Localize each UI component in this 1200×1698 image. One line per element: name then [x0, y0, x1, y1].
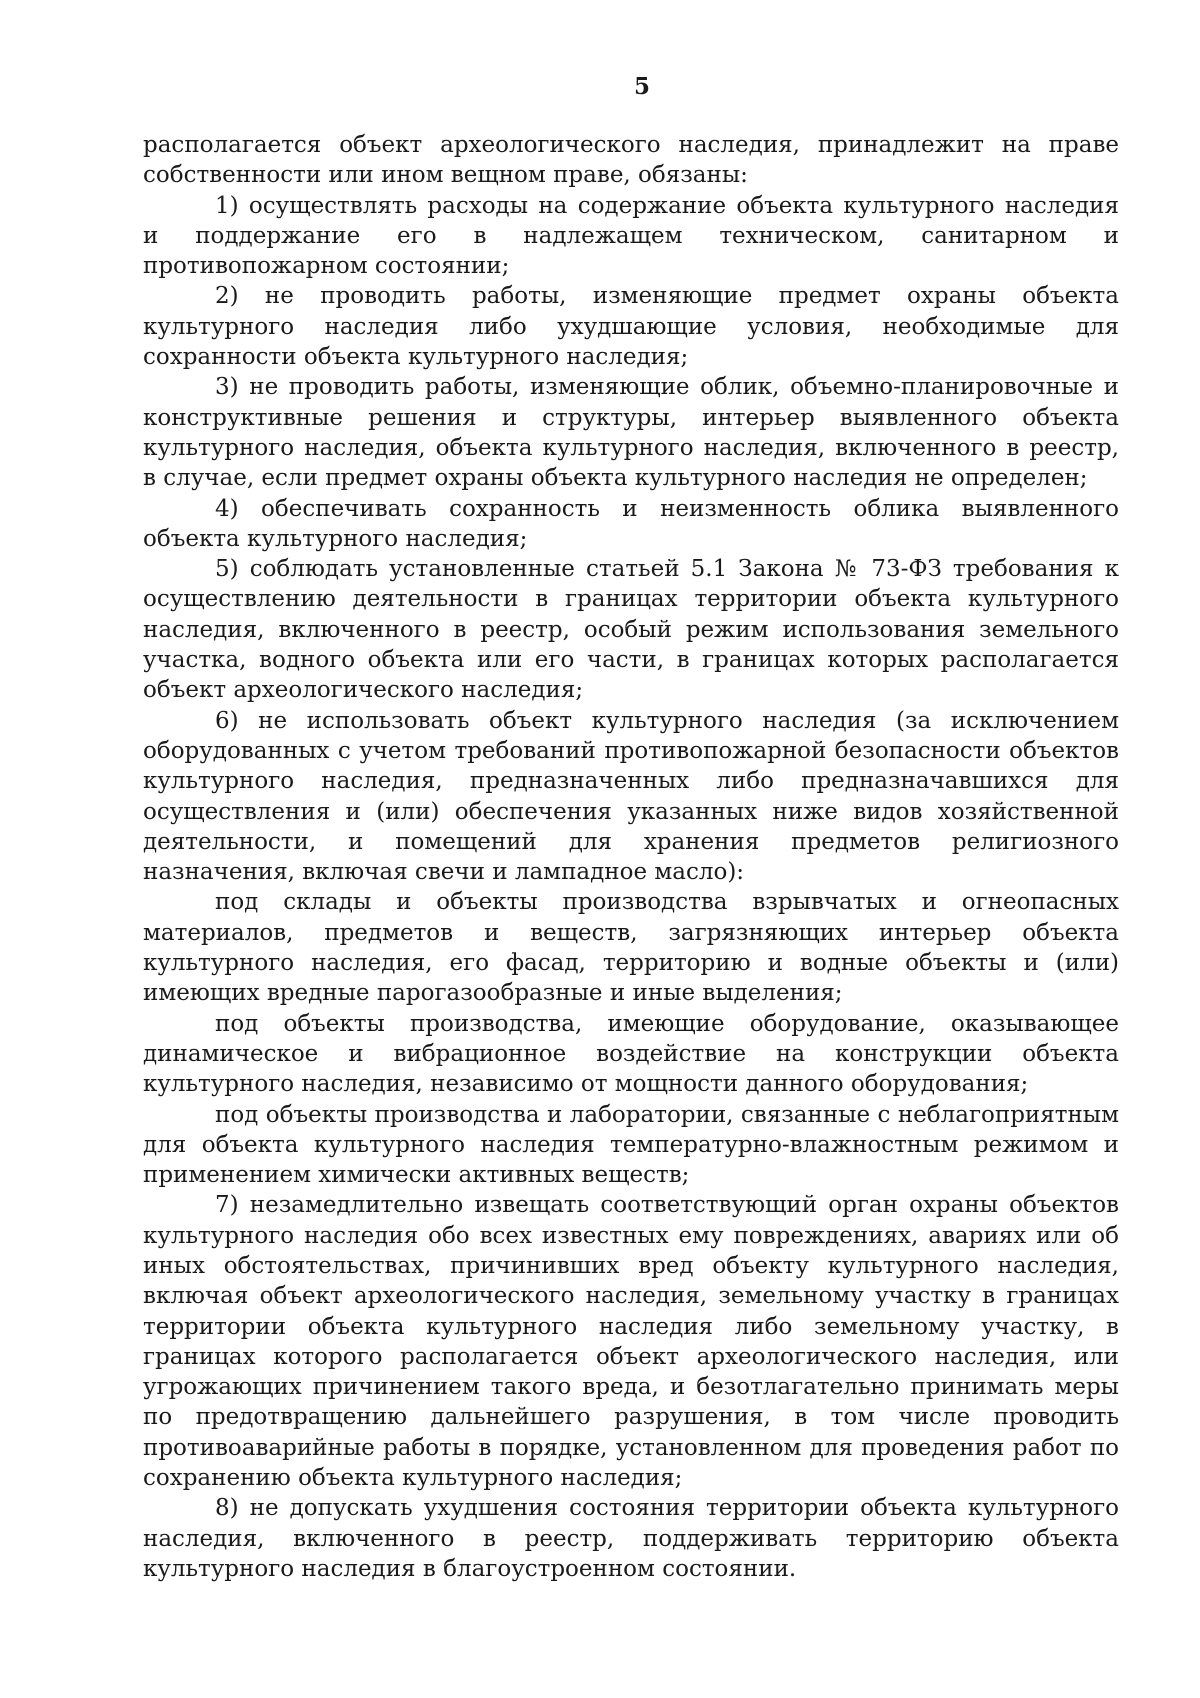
paragraph-item-5: 5) соблюдать установленные статьей 5.1 Закона № 73-ФЗ требования к осуществлению деятельности в границах территории объекта культурного наследия, включенного в реестр, особый режим использования земельного участка, водного объекта или его части, в границах которых располагается объект археологического наследия; — [143, 556, 1119, 704]
paragraph-subitem-production: под объекты производства, имеющие оборудование, оказывающее динамическое и вибрационное воздействие на конструкции объекта культурного наследия, независимо от мощности данного оборудования; — [143, 1010, 1119, 1098]
page-number: 5 — [633, 73, 650, 100]
document-page — [143, 72, 1119, 1584]
paragraph-item-4: 4) обеспечивать сохранность и неизменность облика выявленного объекта культурного наследия; — [143, 495, 1119, 552]
paragraph-subitem-laboratories: под объекты производства и лаборатории, связанные с неблагоприятным для объекта культурного наследия температурно-влажностным режимом и применением химически активных веществ; — [143, 1101, 1119, 1189]
paragraph-item-8: 8) не допускать ухудшения состояния территории объекта культурного наследия, включенного в реестр, поддерживать территорию объекта культурного наследия в благоустроенном состоянии. — [143, 1495, 1119, 1582]
paragraph-item-1: 1) осуществлять расходы на содержание объекта культурного наследия и поддержание его в надлежащем техническом, санитарном и противопожарном состоянии; — [143, 192, 1119, 280]
paragraph-item-7: 7) незамедлительно извещать соответствующий орган охраны объектов культурного наследия обо всех известных ему повреждениях, авариях или об иных обстоятельствах, причинивших вред объекту культурного наследия, включая объект археологического наследия, земельному участку в границах территории объекта культурного наследия либо земельному участку, в границах которого располагается объект археологического наследия, или угрожающих причинением такого вреда, и безотлагательно принимать меры по предотвращению дальнейшего разрушения, в том числе проводить противоаварийные работы в порядке, установленном для проведения работ по сохранению объекта культурного наследия; — [143, 1192, 1119, 1492]
paragraph-subitem-warehouses: под склады и объекты производства взрывчатых и огнеопасных материалов, предметов и веществ, загрязняющих интерьер объекта культурного наследия, его фасад, территорию и водные объекты и (или) имеющих вредные парогазообразные и иные выделения; — [143, 889, 1119, 1007]
paragraph-item-6: 6) не использовать объект культурного наследия (за исключением оборудованных с учетом требований противопожарной безопасности объектов культурного наследия, предназначенных либо предназначавшихся для осуществления и (или) обеспечения указанных ниже видов хозяйственной деятельности, и помещений для хранения предметов религиозного назначения, включая свечи и лампадное масло): — [143, 707, 1119, 886]
paragraph-item-3: 3) не проводить работы, изменяющие облик, объемно-планировочные и конструктивные решения и структуры, интерьер выявленного объекта культурного наследия, объекта культурного наследия, включенного в реестр, в случае, если предмет охраны объекта культурного наследия не определен; — [143, 374, 1119, 492]
paragraph-intro: располагается объект археологического наследия, принадлежит на праве собственности или ином вещном праве, обязаны: — [143, 132, 1119, 189]
paragraph-item-2: 2) не проводить работы, изменяющие предмет охраны объекта культурного наследия либо ухудшающие условия, необходимые для сохранности объекта культурного наследия; — [143, 283, 1119, 371]
